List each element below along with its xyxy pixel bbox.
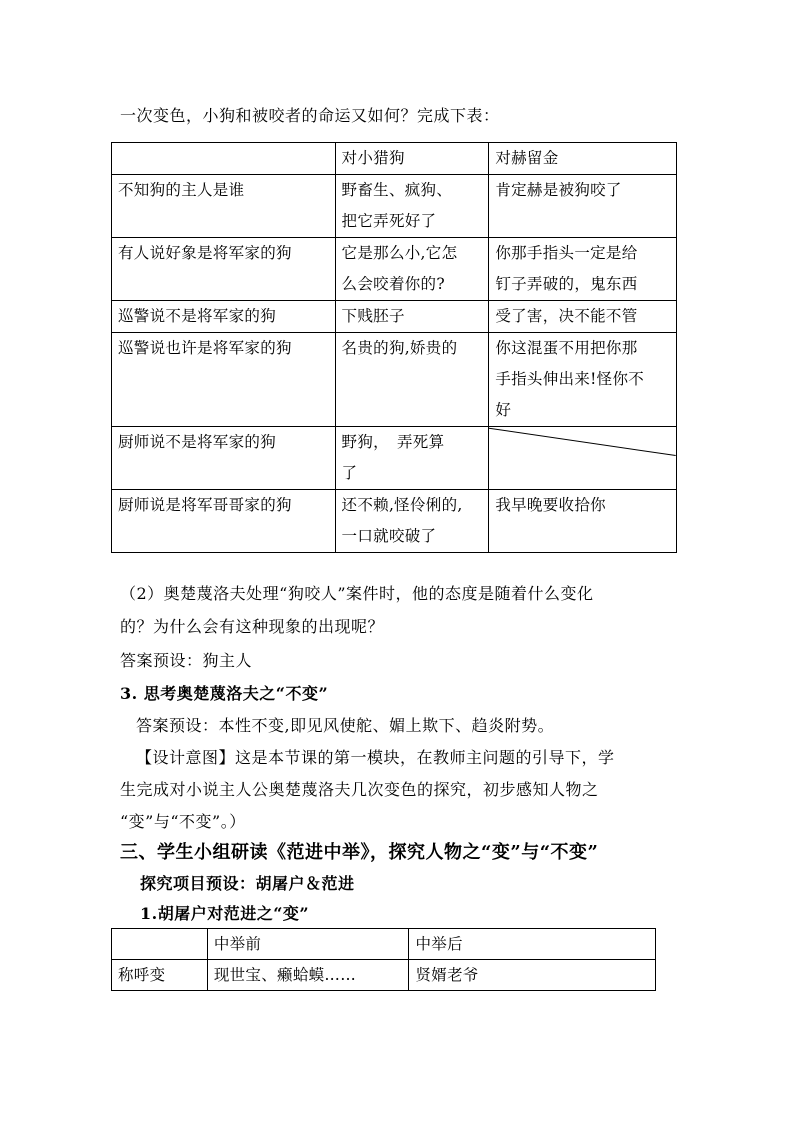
table-row — [112, 427, 677, 490]
victim-cell: 我早晚要收拾你 — [489, 490, 677, 553]
table-row — [112, 175, 677, 238]
row-label: 称呼变 — [112, 960, 208, 991]
row-label: 厨师说是将军哥哥家的狗 — [112, 490, 336, 553]
row-label: 不知狗的主人是谁 — [112, 175, 336, 238]
design-intent-line-1: 【设计意图】这是本节课的第一模块，在教师主问题的引导下，学 — [136, 748, 615, 767]
row-label: 巡警说不是将军家的狗 — [112, 301, 336, 333]
table-header-cell: 中举后 — [409, 929, 656, 960]
victim-cell: 你那手指头一定是给 钉子弄破的，鬼东西 — [489, 238, 677, 301]
part-3-heading: 三、学生小组研读《范进中举》，探究人物之“变”与“不变” — [120, 842, 599, 863]
victim-cell: 肯定赫是被狗咬了 — [489, 175, 677, 238]
dog-cell: 下贱胚子 — [335, 301, 489, 333]
row-label: 有人说好象是将军家的狗 — [112, 238, 336, 301]
table-header-cell: 中举前 — [207, 929, 409, 960]
table-row — [112, 960, 656, 991]
table-row — [112, 490, 677, 553]
dog-cell: 野狗， 弄死算 了 — [335, 427, 489, 490]
design-intent-line-2: 生完成对小说主人公奥楚蔑洛夫几次变色的探究，初步感知人物之 — [120, 780, 599, 799]
table-row — [112, 333, 677, 427]
table-header-cell — [112, 143, 336, 175]
table-row — [112, 238, 677, 301]
table-header-row — [112, 929, 656, 960]
before-cell: 现世宝、癞蛤蟆…… — [207, 960, 409, 991]
diagonal-line — [489, 427, 676, 489]
section-3-title: 3. 思考奥楚蔑洛夫之“不变” — [120, 684, 329, 703]
victim-cell: 你这混蛋不用把你那 手指头伸出来!怪你不 好 — [489, 333, 677, 427]
project-preset: 探究项目预设：胡屠户＆范进 — [140, 874, 355, 893]
empty-diagonal-cell — [489, 427, 677, 490]
question-2-line-2: 的？为什么会有这种现象的出现呢？ — [120, 617, 385, 636]
table-row — [112, 301, 677, 333]
dog-cell: 野畜生、疯狗、 把它弄死好了 — [335, 175, 489, 238]
table-header-cell — [112, 929, 208, 960]
design-intent-line-3: “变”与“不变”。） — [120, 812, 246, 831]
intro-line: 一次变色，小狗和被咬者的命运又如何？完成下表： — [120, 106, 500, 125]
after-cell: 贤婿老爷 — [409, 960, 656, 991]
dog-cell: 它是那么小,它怎 么会咬着你的? — [335, 238, 489, 301]
subsection-1-title: 1.胡屠户对范进之“变” — [140, 904, 310, 923]
victim-cell: 受了害，决不能不管 — [489, 301, 677, 333]
dog-attitude-table — [111, 142, 677, 553]
table-header-cell: 对小猎狗 — [335, 143, 489, 175]
table-header-row — [112, 143, 677, 175]
row-label: 厨师说不是将军家的狗 — [112, 427, 336, 490]
answer-preset-2: 答案预设：本性不变,即见风使舵、媚上欺下、趋炎附势。 — [136, 716, 555, 735]
table-header-cell: 对赫留金 — [489, 143, 677, 175]
answer-preset-1: 答案预设：狗主人 — [120, 651, 253, 670]
question-2-line-1: （2）奥楚蔑洛夫处理“狗咬人”案件时，他的态度是随着什么变化 — [120, 584, 594, 603]
dog-cell: 名贵的狗,娇贵的 — [335, 333, 489, 427]
dog-cell: 还不赖,怪伶俐的, 一口就咬破了 — [335, 490, 489, 553]
butcher-change-table — [111, 928, 656, 991]
row-label: 巡警说也许是将军家的狗 — [112, 333, 336, 427]
